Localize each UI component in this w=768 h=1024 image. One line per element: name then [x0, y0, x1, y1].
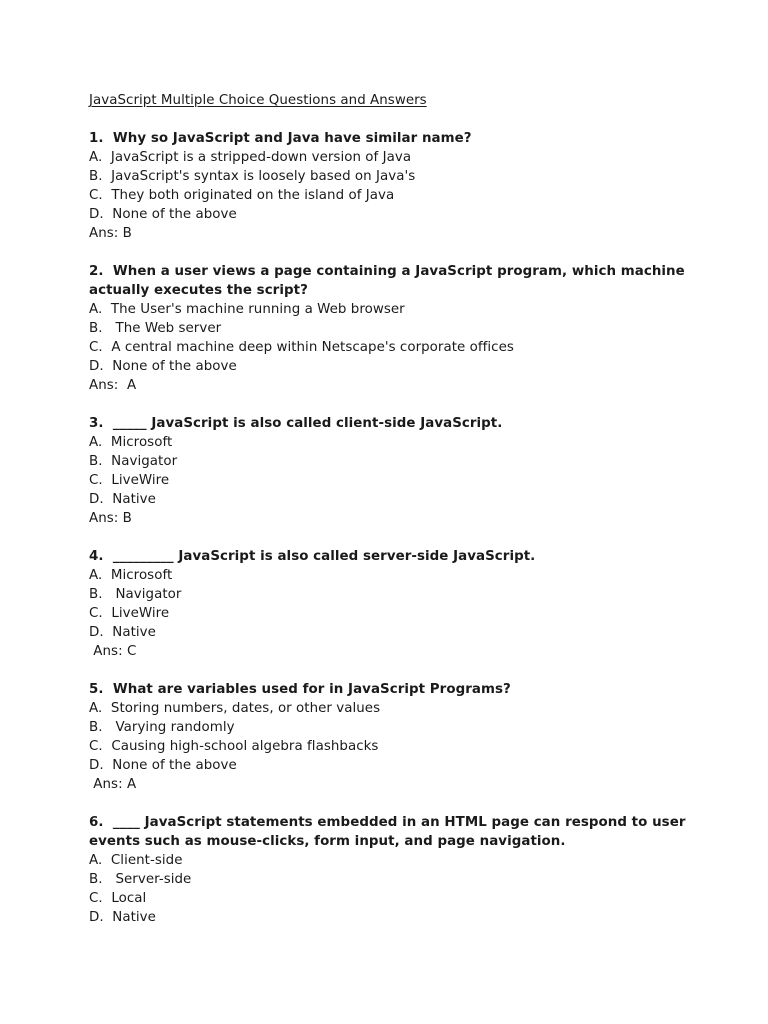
option-a: A. Microsoft: [89, 435, 173, 450]
option-a: A. Microsoft: [89, 568, 173, 583]
option-d: D. None of the above: [89, 359, 237, 374]
option-b: B. Server-side: [89, 872, 192, 887]
option-d: D. None of the above: [89, 758, 237, 773]
question-text: 5. What are variables used for in JavaScript Programs?: [89, 682, 511, 697]
question-1: [89, 129, 709, 243]
answer-text: Ans: C: [89, 644, 137, 659]
question-text: 4. _________ JavaScript is also called server-side JavaScript.: [89, 549, 536, 564]
question-text: 6. ____ JavaScript statements embedded in an HTML page can respond to user events such as mouse-clicks, form input, and page navigation.: [89, 815, 691, 849]
option-c: C. A central machine deep within Netscape's corporate offices: [89, 340, 514, 355]
question-text: 2. When a user views a page containing a JavaScript program, which machine actually executes the script?: [89, 264, 690, 298]
option-b: B. JavaScript's syntax is loosely based on Java's: [89, 169, 416, 184]
answer-text: Ans: A: [89, 777, 137, 792]
question-2: [89, 262, 709, 395]
option-d: D. Native: [89, 625, 156, 640]
option-a: A. The User's machine running a Web browser: [89, 302, 405, 317]
document-content: [89, 91, 709, 946]
option-a: A. JavaScript is a stripped-down version of Java: [89, 150, 412, 165]
option-a: A. Client-side: [89, 853, 183, 868]
option-b: B. Navigator: [89, 587, 182, 602]
option-d: D. Native: [89, 492, 156, 507]
question-3: [89, 414, 709, 528]
question-4: [89, 547, 709, 661]
question-5: [89, 680, 709, 794]
option-a: A. Storing numbers, dates, or other values: [89, 701, 381, 716]
option-c: C. LiveWire: [89, 473, 170, 488]
option-d: D. Native: [89, 910, 156, 925]
question-text: 1. Why so JavaScript and Java have similar name?: [89, 131, 472, 146]
answer-text: Ans: A: [89, 378, 137, 393]
option-c: C. Local: [89, 891, 147, 906]
option-c: C. LiveWire: [89, 606, 170, 621]
answer-text: Ans: B: [89, 226, 132, 241]
option-b: B. Varying randomly: [89, 720, 235, 735]
option-c: C. They both originated on the island of Java: [89, 188, 395, 203]
option-d: D. None of the above: [89, 207, 237, 222]
question-6: [89, 813, 709, 927]
answer-text: Ans: B: [89, 511, 132, 526]
question-text: 3. _____ JavaScript is also called client-side JavaScript.: [89, 416, 503, 431]
option-b: B. Navigator: [89, 454, 178, 469]
option-c: C. Causing high-school algebra flashbacks: [89, 739, 379, 754]
document-title: JavaScript Multiple Choice Questions and Answers: [89, 93, 427, 108]
option-b: B. The Web server: [89, 321, 222, 336]
